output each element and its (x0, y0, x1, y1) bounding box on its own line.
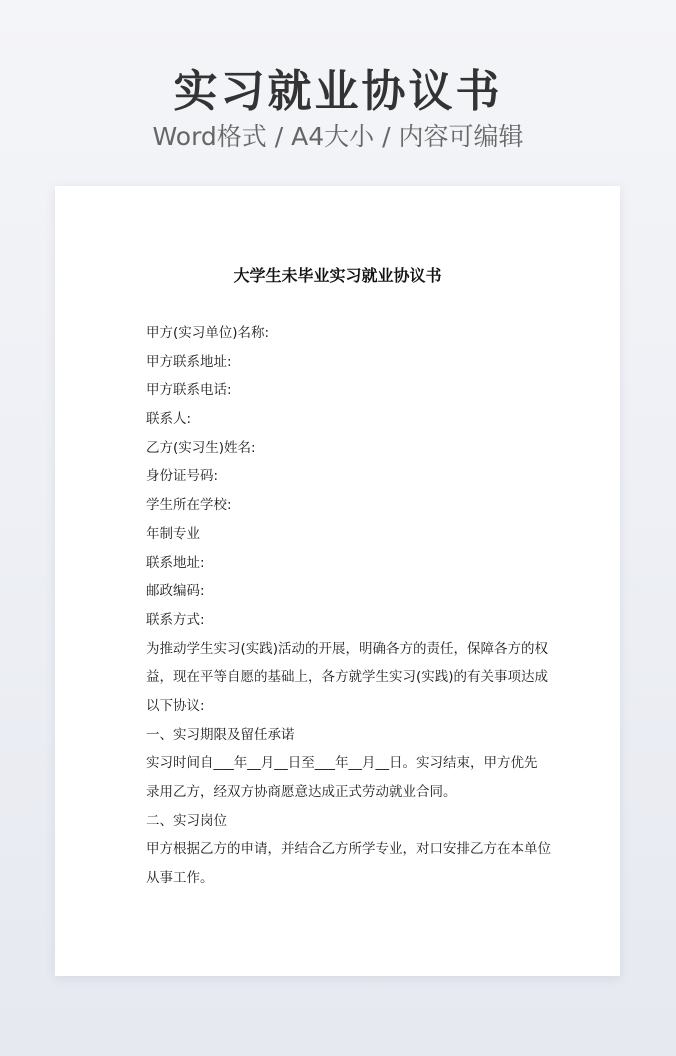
document-page (55, 186, 620, 976)
field-id-number: 身份证号码: (146, 468, 219, 485)
field-party-a-address: 甲方联系地址: (146, 353, 232, 370)
paragraph-line: 实习时间自___年__月__日至___年__月__日。实习结束，甲方优先 (146, 755, 538, 772)
field-party-a-name: 甲方(实习单位)名称: (146, 325, 270, 341)
section-heading: 二、实习岗位 (146, 812, 227, 829)
document-body (146, 319, 551, 893)
paragraph-line: 以下协议: (146, 697, 205, 714)
field-party-b-name: 乙方(实习生)姓名: (146, 439, 256, 456)
field-contact-address: 联系地址: (146, 554, 205, 571)
paragraph-line: 录用乙方，经双方协商愿意达成正式劳动就业合同。 (146, 784, 457, 800)
paragraph-line: 益，现在平等自愿的基础上，各方就学生实习(实践)的有关事项达成 (146, 669, 549, 686)
page-subtitle: Word格式 / A4大小 / 内容可编辑 (152, 122, 524, 151)
paragraph-line: 从事工作。 (146, 870, 214, 887)
section-heading: 一、实习期限及留任承诺 (146, 726, 295, 743)
field-postal-code: 邮政编码: (146, 583, 205, 600)
page-header (0, 0, 676, 180)
field-party-a-phone: 甲方联系电话: (146, 382, 232, 399)
paragraph-line: 为推动学生实习(实践)活动的开展，明确各方的责任，保障各方的权 (146, 640, 549, 657)
field-contact-person: 联系人: (146, 411, 192, 428)
field-major: 年制专业 (146, 525, 200, 542)
field-contact-method: 联系方式: (146, 611, 205, 628)
field-school: 学生所在学校: (146, 497, 232, 514)
document-title: 大学生未毕业实习就业协议书 (233, 266, 442, 285)
paragraph-line: 甲方根据乙方的申请，并结合乙方所学专业，对口安排乙方在本单位 (146, 841, 551, 858)
page-title: 实习就业协议书 (173, 66, 503, 117)
